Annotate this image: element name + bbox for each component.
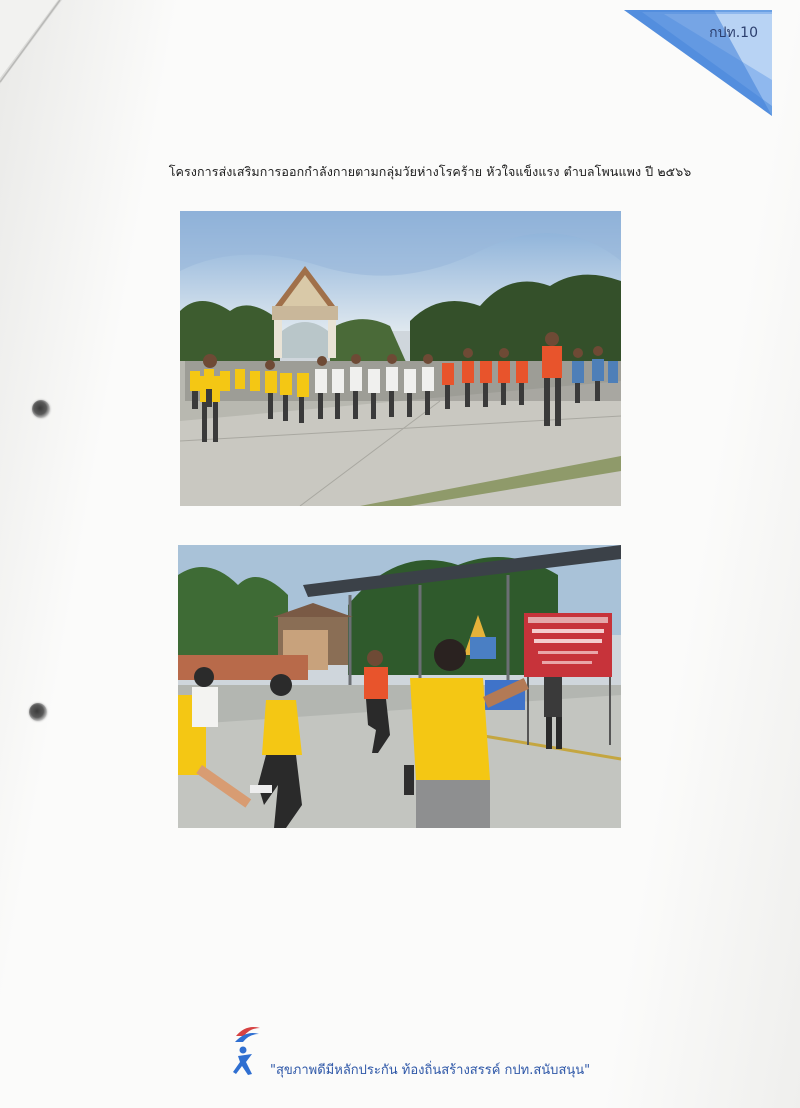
binder-hole-bottom bbox=[29, 703, 47, 721]
document-title: โครงการส่งเสริมการออกกำลังกายตามกลุ่มวัยห่างโรคร้าย หัวใจแข็งแรง ตำบลโพนแพง ปี ๒๕๖๖ bbox=[168, 164, 692, 179]
folded-page-corner bbox=[0, 0, 70, 90]
photo-shelter-exercise bbox=[178, 545, 621, 828]
health-fund-logo bbox=[230, 1022, 264, 1078]
footer-slogan: "สุขภาพดีมีหลักประกัน ท้องถิ่นสร้างสรรค์ กปท.สนับสนุน" bbox=[270, 1063, 591, 1078]
page-code: กปท.10 bbox=[709, 25, 758, 41]
photo-group-exercise bbox=[180, 211, 621, 506]
binder-hole-top bbox=[32, 400, 50, 418]
